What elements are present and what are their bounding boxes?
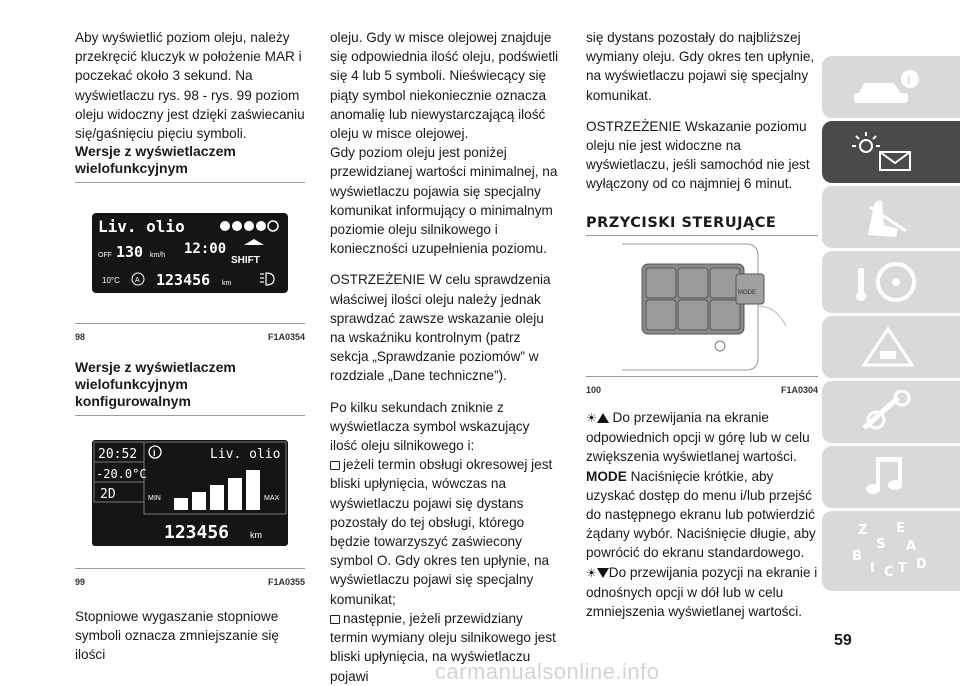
- alphabet-index-icon: [848, 520, 948, 586]
- display-98-graphic: [92, 213, 288, 293]
- subheading-configurable: Wersje z wyświetlaczem wielofunkcyjnym konfigurowalnym: [75, 359, 236, 410]
- car-info-icon: [848, 65, 928, 109]
- section-title: PRZYCISKI STERUJĄCE: [586, 214, 777, 231]
- warning-check-oil: OSTRZEŻENIE W celu sprawdzenia właściwej ilości oleju należy jednak sprawdzać zawsze wskazanie oleju na wskaźniku kontrolnym (patrz sekcja „Sprawdzanie poziomów” w rozdziale „Dane techniczne”).: [330, 272, 551, 384]
- steering-key-icon: [848, 260, 928, 304]
- display-99-odo-unit: km: [250, 530, 262, 541]
- tab-emergency[interactable]: [822, 316, 960, 378]
- svg-text:A: A: [906, 539, 917, 554]
- headlight-icon: ☀: [586, 411, 597, 426]
- mode-button-desc: MODE Naciśnięcie krótkie, aby uzyskać dostęp do menu i/lub przejść do następnego ekranu lub potwierdzić żądany wybór. Naciśnięcie długie, aby powrócić do ekranu standardowego.: [586, 468, 816, 561]
- mode-button-label: MODE: [738, 289, 756, 296]
- figure-100-caption: [586, 381, 818, 400]
- column-left: [75, 28, 305, 664]
- warning-six-minutes: OSTRZEŻENIE Wskazanie poziomu oleju nie jest widoczne na wyświetlaczu, jeśli samochód nie jest wyłączony od co najmniej 6 minut.: [586, 118, 810, 192]
- fade-out-text: Stopniowe wygaszanie stopniowe symboli oznacza zmniejszanie się ilości: [75, 608, 279, 663]
- figure-100-number: 100: [586, 384, 602, 395]
- divider: [75, 323, 305, 324]
- chapter-sidebar: [822, 56, 960, 594]
- warning-lights-icon: [848, 130, 928, 174]
- svg-text:B: B: [852, 549, 862, 564]
- figure-99-number: 99: [75, 577, 86, 588]
- oil-level-symbols: [220, 221, 278, 231]
- mode-button[interactable]: [736, 274, 764, 304]
- display-99-min: MIN: [148, 495, 161, 503]
- display-99-temp: -20.0°C: [96, 467, 147, 482]
- display-98-shift: SHIFT: [231, 255, 260, 267]
- bullet-service: jeżeli termin obsługi okresowej jest bliski upłynięcia, wówczas na wyświetlaczu pojawi się dystans pozostały do tej obsługi, którego będzie towarzyszyć zaświecony symbol O. Gdy okres ten upłynie, na wyświetlaczu pojawi się specjalny komunikat;: [330, 457, 553, 607]
- svg-text:T: T: [898, 561, 907, 576]
- arrow-up-icon: [597, 413, 609, 423]
- knob-icon: [715, 341, 725, 351]
- subheading-multifunction: Wersje z wyświetlaczem wielofunkcyjnym: [75, 143, 236, 177]
- watermark: carmanualsonline.info: [435, 659, 660, 684]
- column-right: [586, 28, 818, 621]
- oil-level-intro: Aby wyświetlić poziom oleju, należy przekręcić kluczyk w położenie MAR i poczekać około 3 sekund. Na wyświetlaczu rys. 98 - rys. 99 poziom oleju widoczny jest dzięki zaświecaniu się/gaśnięciu pięciu symboli.: [75, 30, 305, 142]
- figure-99-display: [92, 440, 288, 546]
- figure-98-number: 98: [75, 332, 86, 343]
- arrow-down-icon: [597, 568, 609, 578]
- tab-starting-driving[interactable]: [822, 251, 960, 313]
- figure-99-code: F1A0355: [267, 577, 305, 588]
- airbag-seat-icon: [848, 195, 928, 239]
- tab-warning-lights[interactable]: [822, 121, 960, 183]
- tab-index[interactable]: [822, 511, 960, 591]
- display-98-speed: 130: [116, 243, 144, 262]
- display-98-time: 12:00: [184, 241, 227, 258]
- display-99-max: MAX: [264, 495, 280, 503]
- figure-98-code: F1A0354: [267, 332, 305, 343]
- oil-sump-text: oleju. Gdy w misce olejowej znajduje się odpowiednia ilość oleju, podświetli się 4 lub 5 symboli. Nieświecący się piąty symbol niekoniecznie oznacza anomalię lub niewystarczającą ilość oleju w misce olejowej.: [330, 30, 559, 142]
- tab-multimedia[interactable]: [822, 446, 960, 508]
- svg-text:D: D: [916, 557, 927, 572]
- column-middle: [330, 28, 560, 686]
- svg-text:i: i: [153, 448, 156, 459]
- svg-text:E: E: [896, 521, 905, 536]
- headlight-icon: ☀: [586, 565, 597, 580]
- svg-text:A: A: [135, 277, 140, 285]
- wrench-service-icon: [848, 390, 928, 434]
- tab-safety[interactable]: [822, 186, 960, 248]
- svg-text:S: S: [876, 537, 886, 552]
- divider: [75, 568, 305, 569]
- up-button-desc: ☀ Do przewijania na ekranie odpowiednich opcji w górę lub w celu zwiększenia wyświetlanej wartości.: [586, 410, 810, 465]
- control-panel-graphic: [586, 236, 818, 376]
- music-icon: [848, 455, 928, 499]
- display-99-graphic: [92, 440, 288, 546]
- svg-text:i: i: [907, 73, 911, 87]
- display-98-odometer: 123456: [156, 271, 211, 290]
- page-number: 59: [834, 632, 852, 649]
- shift-up-icon: [244, 239, 264, 245]
- display-99-title: Liv. olio: [210, 447, 281, 463]
- low-oil-text: Gdy poziom oleju jest poniżej przewidzianej wartości minimalnej, na wyświetlaczu pojawia się specjalny komunikat informujący o minimalnym poziomie oleju silnikowego i konieczności uzupełnienia poziomu.: [330, 145, 558, 257]
- tab-car-info[interactable]: [822, 56, 960, 118]
- display-98-odo-unit: km: [222, 280, 232, 288]
- display-99-time: 20:52: [98, 447, 138, 463]
- svg-text:I: I: [870, 561, 875, 576]
- figure-98-caption: [75, 328, 305, 347]
- bullet-oil-change: następnie, jeżeli przewidziany termin wymiany oleju silnikowego jest bliski upłynięcia, na wyświetlaczu pojawi: [330, 610, 556, 684]
- figure-99-caption: [75, 573, 305, 592]
- display-99-odometer: 123456: [164, 522, 230, 544]
- figure-98-display: [92, 213, 288, 293]
- display-98-temp: 10°C: [102, 276, 120, 286]
- display-98-title: Liv. olio: [98, 217, 185, 237]
- tab-maintenance[interactable]: [822, 381, 960, 443]
- oil-level-bars: [174, 470, 260, 510]
- figure-100-code: F1A0304: [780, 384, 818, 395]
- bullet-box-icon: [330, 615, 340, 624]
- oil-change-distance: się dystans pozostały do najbliższej wymiany oleju. Gdy okres ten upłynie, na wyświetlaczu pojawi się specjalny komunikat.: [586, 30, 815, 103]
- svg-text:Z: Z: [858, 523, 868, 538]
- after-seconds-text: Po kilku sekundach zniknie z wyświetlacza symbol wskazujący ilość oleju silnikowego i:: [330, 399, 530, 454]
- svg-text:C: C: [884, 565, 894, 580]
- down-button-desc: ☀ Do przewijania pozycji na ekranie i odnośnych opcji w dół lub w celu zmniejszenia wyświetlanej wartości.: [586, 564, 818, 620]
- headlight-level-icon: [260, 273, 274, 285]
- display-99-gear: 2D: [100, 487, 116, 503]
- figure-100-controls: [586, 236, 818, 376]
- display-98-speed-unit: km/h: [150, 252, 166, 260]
- road-warning-icon: [848, 325, 928, 369]
- display-98-off: OFF: [98, 252, 112, 260]
- bullet-box-icon: [330, 461, 340, 470]
